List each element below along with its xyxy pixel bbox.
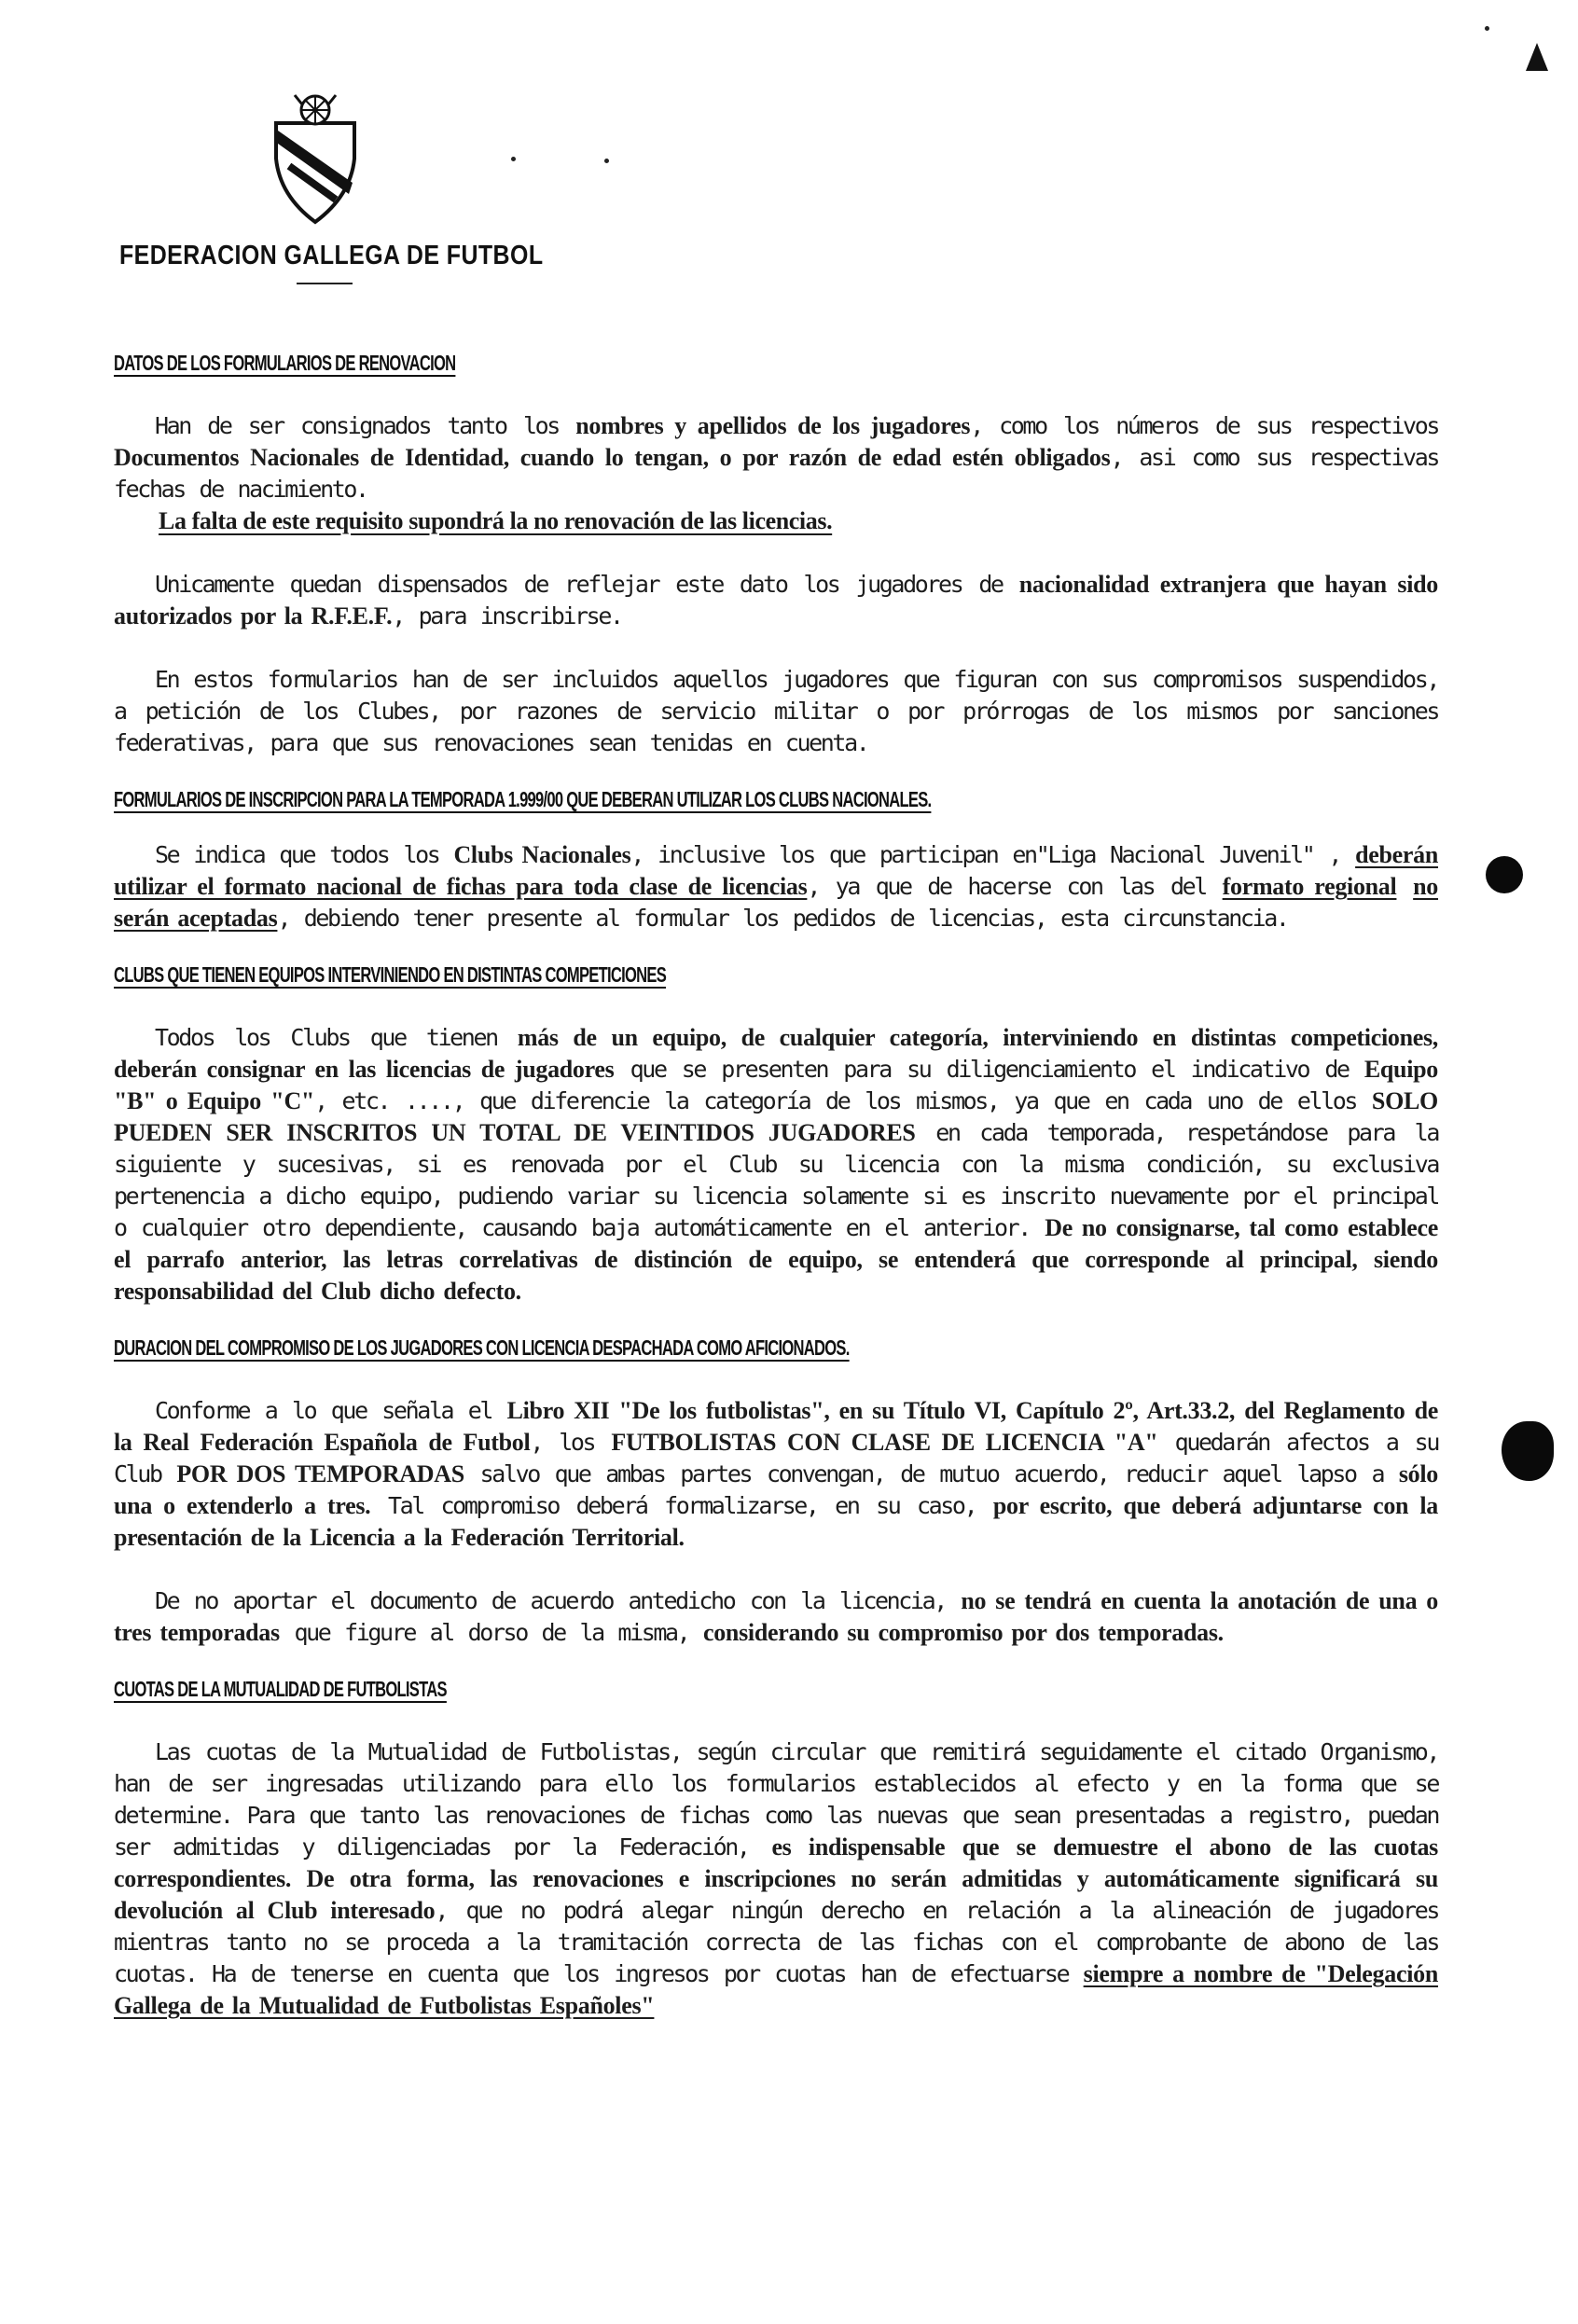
emphasized-text: SOLO PUEDEN SER INSCRITOS UN TOTAL DE VEINTIDOS JUGADORES xyxy=(114,1087,1438,1146)
section-title: DATOS DE LOS FORMULARIOS DE RENOVACION xyxy=(114,351,456,375)
text-run: Han de ser consignados tanto los xyxy=(155,412,576,439)
document-body xyxy=(114,347,1438,2022)
emphasized-text: siempre a nombre de "Delegación Gallega de la Mutualidad de Futbolistas Españoles" xyxy=(114,1960,1438,2019)
emphasized-text: no se tendrá en cuenta la anotación de una o tres temporadas xyxy=(114,1587,1438,1646)
scan-speck xyxy=(511,157,516,161)
text-run: , etc. ...., que diferencie la categoría de los mismos, ya que en cada uno de ellos xyxy=(314,1087,1372,1114)
text-run xyxy=(1396,873,1413,900)
emphasized-text: Equipo "B" o Equipo "C" xyxy=(114,1056,1438,1114)
section-title: CLUBS QUE TIENEN EQUIPOS INTERVINIENDO EN DISTINTAS COMPETICIONES xyxy=(114,962,667,987)
paragraph xyxy=(114,1585,1438,1649)
text-run: Las cuotas de la Mutualidad de Futbolistas, según circular que remitirá seguidamente el citado Organismo, han de ser ingresadas utilizando para ello los formularios establecidos al efecto y en la forma que se determine. Para que tanto las renovaciones de fichas como las nuevas que sean presentadas a registro, puedan ser admitidas y diligenciadas por la Federación, xyxy=(114,1738,1438,1861)
emphasized-text: es indispensable que se demuestre el abono de las cuotas correspondientes. De otra forma, las renovaciones e inscripciones no serán admitidas y automáticamente significará su devolución al Club interesado xyxy=(114,1833,1438,1924)
text-run: , que no podrá alegar ningún derecho en relación a la alineación de jugadores mientras tanto no se proceda a la tramitación correcta de las fichas con el comprobante de abono de las cuotas. Ha de tenerse en cuenta que los ingresos por cuotas han de efectuarse xyxy=(114,1897,1439,1987)
paragraph xyxy=(114,569,1438,632)
emphasized-text: Clubs Nacionales xyxy=(453,841,631,868)
text-run: , como los números de sus respectivos xyxy=(970,412,1439,439)
emphasized-text: por escrito, que deberá adjuntarse con la presentación de la Licencia a la Federación Territorial. xyxy=(114,1492,1438,1551)
scan-corner-mark xyxy=(1526,43,1548,71)
emphasized-text: considerando su compromiso por dos temporadas. xyxy=(702,1619,1224,1646)
federation-crest-logo xyxy=(270,86,360,226)
section-title: DURACION DEL COMPROMISO DE LOS JUGADORES CON LICENCIA DESPACHADA COMO AFICIONADOS. xyxy=(114,1335,850,1360)
text-run: Unicamente quedan dispensados de reflejar este dato los jugadores de xyxy=(155,571,1019,598)
emphasized-text: sólo una o extenderlo a tres. xyxy=(114,1460,1438,1519)
paragraph xyxy=(114,410,1438,505)
organization-name: FEDERACION GALLEGA DE FUTBOL xyxy=(119,241,544,270)
emphasized-text: más de un equipo, de cualquier categoría, interviniendo en distintas competiciones, deberán consignar en las licencias de jugadores xyxy=(114,1024,1438,1083)
emphasized-text: nombres y apellidos de los jugadores xyxy=(575,412,971,439)
paragraph xyxy=(114,839,1438,934)
header-divider xyxy=(297,283,353,284)
emphasized-text: Documentos Nacionales de Identidad, cuando lo tengan, o por razón de edad estén obligados xyxy=(114,444,1111,471)
emphasized-text: formato regional xyxy=(1222,873,1397,900)
emphasized-text: nacionalidad extranjera que hayan sido autorizados por la R.F.E.F. xyxy=(114,571,1438,629)
text-run: , para inscribirse. xyxy=(392,602,622,629)
hole-punch-mark xyxy=(1502,1421,1554,1481)
emphasized-text: no serán aceptadas xyxy=(114,873,1439,932)
emphasized-text: De no consignarse, tal como establece el parrafo anterior, las letras correlativas de distinción de equipo, se entenderá que corresponde al principal, siendo responsabilidad del Club dicho defecto. xyxy=(114,1214,1438,1305)
hole-punch-mark xyxy=(1486,856,1523,893)
paragraph xyxy=(114,1022,1438,1307)
text-run: , inclusive los que participan en"Liga Nacional Juvenil" , xyxy=(630,841,1356,868)
paragraph xyxy=(114,1395,1438,1554)
scan-speck xyxy=(1485,26,1489,31)
text-run: , los xyxy=(530,1429,612,1456)
text-run: , ya que de hacerse con las del xyxy=(807,873,1223,900)
warning-note: La falta de este requisito supondrá la no renovación de las licencias. xyxy=(159,507,833,534)
text-run: en cada temporada, respetándose para la siguiente y sucesivas, si es renovada por el Club su licencia con la misma condición, su exclusiva pertenencia a dicho equipo, pudiendo variar su licencia solamente si es inscrito nuevamente por el principal o cualquier otro dependiente, causando baja automáticamente en el anterior. xyxy=(114,1119,1438,1241)
text-run: , asi como sus respectivas fechas de nacimiento. xyxy=(114,444,1439,503)
text-run: De no aportar el documento de acuerdo antedicho con la licencia, xyxy=(155,1587,962,1614)
text-run: que se presenten para su diligenciamiento el indicativo de xyxy=(614,1056,1364,1083)
paragraph xyxy=(114,1736,1438,2022)
paragraph xyxy=(114,664,1438,759)
text-run: , debiendo tener presente al formular los pedidos de licencias, esta circunstancia. xyxy=(277,905,1288,932)
section-title: FORMULARIOS DE INSCRIPCION PARA LA TEMPORADA 1.999/00 QUE DEBERAN UTILIZAR LOS CLUBS NACIONALES. xyxy=(114,787,932,811)
text-run: salvo que ambas partes convengan, de mutuo acuerdo, reducir aquel lapso a xyxy=(464,1460,1399,1487)
text-run: En estos formularios han de ser incluidos aquellos jugadores que figuran con sus compromisos suspendidos, a petición de los Clubes, por razones de servicio militar o por prórrogas de los mismos por sanciones federativas, para que sus renovaciones sean tenidas en cuenta. xyxy=(114,666,1438,756)
text-run: que figure al dorso de la misma, xyxy=(279,1619,703,1646)
section-title: CUOTAS DE LA MUTUALIDAD DE FUTBOLISTAS xyxy=(114,1677,447,1701)
text-run: Tal compromiso deberá formalizarse, en su caso, xyxy=(370,1492,993,1519)
scan-speck xyxy=(604,159,609,163)
emphasized-text: POR DOS TEMPORADAS xyxy=(176,1460,464,1487)
text-run: Se indica que todos los xyxy=(155,841,454,868)
text-run: Conforme a lo que señala el xyxy=(155,1397,507,1424)
emphasized-text: FUTBOLISTAS CON CLASE DE LICENCIA "A" xyxy=(611,1429,1158,1456)
text-run: Todos los Clubs que tienen xyxy=(155,1024,518,1051)
text-run: quedarán afectos a su Club xyxy=(114,1429,1438,1487)
emphasized-text: Libro XII "De los futbolistas", en su Título VI, Capítulo 2º, Art.33.2, del Reglamento de la Real Federación Española de Futbol xyxy=(114,1397,1438,1456)
emphasized-text: deberán utilizar el formato nacional de fichas para toda clase de licencias xyxy=(114,841,1438,900)
